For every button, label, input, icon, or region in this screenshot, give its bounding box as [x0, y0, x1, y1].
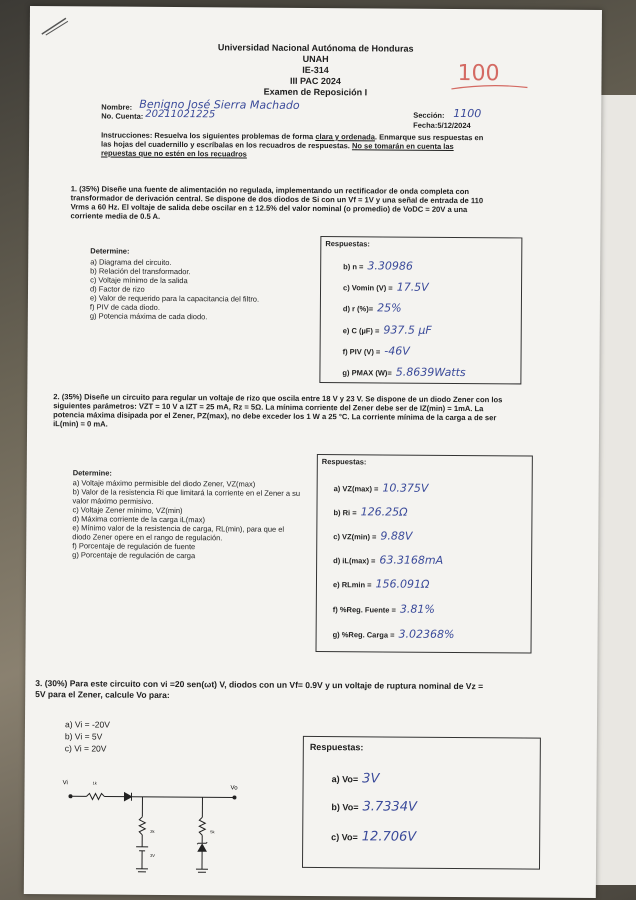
q1-answer-box — [319, 236, 522, 384]
q3-cases-list — [65, 718, 110, 754]
q3-case: b) Vi = 5V — [64, 731, 103, 742]
q1-determine-list — [90, 257, 330, 322]
q2-item: a) Voltaje máximo permisible del diodo Zener, VZ(max) — [72, 478, 256, 489]
q2-answers-title: Respuestas: — [321, 457, 367, 467]
q3-case: a) Vi = -20V — [64, 719, 110, 730]
account-label: No. Cuenta: — [101, 111, 144, 121]
q1-answer-c: c) Vomin (V) = 17.5V — [343, 280, 429, 294]
q1-answer-d: d) r (%)= 25% — [342, 301, 402, 315]
q1-item: d) Factor de rizo — [89, 284, 145, 294]
q1-item: g) Potencia máxima de cada diodo. — [89, 311, 208, 322]
q2-item: e) Mínimo valor de la resistencia de carga, RL(min), para que el diodo Zener opere en el rango de regulación. — [72, 523, 285, 543]
q2-answer-f: f) %Reg. Fuente = 3.81% — [332, 602, 435, 616]
q2-answer-e: e) RLmin = 156.091Ω — [332, 577, 430, 591]
account-number: 20211021225 — [145, 108, 216, 121]
q1-determine-label: Determine: — [90, 246, 130, 256]
q2-answer-d: d) iL(max) = 63.3168mA — [333, 553, 444, 567]
grade-mark: 100 — [457, 60, 500, 87]
course-code: IE-314 — [302, 64, 329, 76]
circuit-r2-label: 2k — [150, 828, 155, 834]
name-label: Nombre: — [101, 102, 133, 112]
circuit-vo-label: Vo — [230, 785, 238, 792]
q2-item: g) Porcentaje de regulación de carga — [72, 550, 196, 561]
q2-item: d) Máxima corriente de la carga iL(max) — [72, 514, 205, 525]
q1-item: c) Voltaje mínimo de la salida — [90, 275, 188, 286]
q3-answers-title: Respuestas: — [309, 741, 364, 753]
q2-item: b) Valor de la resistencia Ri que limitará la corriente en el Zener a su valor máximo permisivo. — [72, 487, 301, 506]
q3-answer-b: b) Vo= 3.7334V — [331, 799, 417, 815]
q1-answer-b: b) n = 3.30986 — [343, 259, 413, 273]
q3-answer-a: a) Vo= 3V — [331, 771, 380, 787]
q2-answer-c: c) VZ(min) = 9.88V — [333, 529, 413, 543]
question-2-text: 2. (35%) Diseñe un circuito para regular un voltaje de rizo que oscila entre 18 V y 23 V. Se dispone de un diodo Zener con los siguientes parámetros: VZT = 10 V a IZT = 25 mA, Rz = 5Ω. La mínima corriente del Zener debe ser de IZ(min) = 1mA. La potencia máxima disipada por el Zener, PZ(max), no debe exceder los 1 W a 25 °C. La corriente mínima de la carga a de ser iL(min) = 0 mA. — [53, 392, 503, 429]
q1-answer-e: e) C (µF) = 937.5 µF — [342, 323, 432, 337]
exam-sheet — [24, 6, 602, 898]
q3-case: c) Vi = 20V — [64, 743, 107, 754]
q2-item: f) Porcentaje de regulación de fuente — [72, 541, 196, 552]
academic-period: III PAC 2024 — [290, 75, 341, 87]
circuit-bat-label: 3V — [150, 852, 155, 858]
question-1-text: 1. (35%) Diseñe una fuente de alimentación no regulada, implementando un rectificador de onda completa con transformador de derivación central. Se dispone de dos diodos de Si con un Vf = 1V y una señal de entrada de 110 Vrms a 60 Hz. El voltaje de salida debe oscilar en ± 12.5% del valor nominal (o promedio) de VoDC = 20V a una corriente media de 0.5 A. — [70, 184, 484, 221]
q3-answer-c: c) Vo= 12.706V — [331, 829, 417, 845]
q2-answer-b: b) Ri = 126.25Ω — [333, 505, 408, 519]
q2-answer-a: a) VZ(max) = 10.375V — [333, 481, 429, 495]
q1-answer-f: f) PIV (V) = -46V — [342, 344, 410, 358]
university-abbr: UNAH — [302, 53, 329, 65]
q1-item: b) Relación del transformador. — [90, 266, 191, 277]
section-label: Sección: — [413, 110, 445, 120]
student-name: Benigno José Sierra Machado — [139, 97, 300, 112]
section-value: 1100 — [453, 106, 482, 121]
q1-answer-g: g) PMAX (W)= 5.8639Watts — [342, 365, 466, 380]
q1-item: f) PIV de cada diodo. — [89, 302, 160, 312]
university-title: Universidad Nacional Autónoma de Honduras — [217, 42, 414, 54]
q1-answers-title: Respuestas: — [325, 239, 370, 249]
circuit-vi-label: Vi — [62, 780, 68, 787]
q1-item: a) Diagrama del circuito. — [90, 257, 172, 267]
q3-circuit-diagram — [58, 776, 259, 887]
circuit-r3-label: 5k — [210, 829, 215, 835]
circuit-r1-label: 1k — [92, 780, 97, 786]
grade-underline — [449, 81, 529, 94]
exam-title: Examen de Reposición I — [263, 86, 368, 98]
instructions: Instrucciones: Resuelva los siguientes problemas de forma clara y ordenada. Enmarque sus respuestas en las hojas del cuadernillo y escríbalas en los recuadros de respuestas. No se tomarán en cuenta las repuestas que no estén en los recuadros — [100, 130, 484, 159]
q2-determine-list — [72, 478, 303, 561]
q2-determine-label: Determine: — [72, 468, 112, 478]
q2-item: c) Voltaje Zener mínimo, VZ(min) — [72, 505, 183, 516]
q2-answer-box — [315, 454, 532, 654]
exam-date: Fecha:5/12/2024 — [413, 120, 471, 131]
q2-answer-g: g) %Reg. Carga = 3.02368% — [332, 627, 455, 641]
question-3-text: 3. (30%) Para este circuito con vi =20 sen(ωt) V, diodos con un Vf= 0.9V y un voltaje de ruptura nominal de Vz = 5V para el Zener, calcule Vo para: — [35, 678, 484, 700]
q3-answer-box — [302, 736, 541, 870]
q1-item: e) Valor de requerido para la capacitancia del filtro. — [89, 293, 260, 304]
staple-mark — [40, 16, 70, 36]
